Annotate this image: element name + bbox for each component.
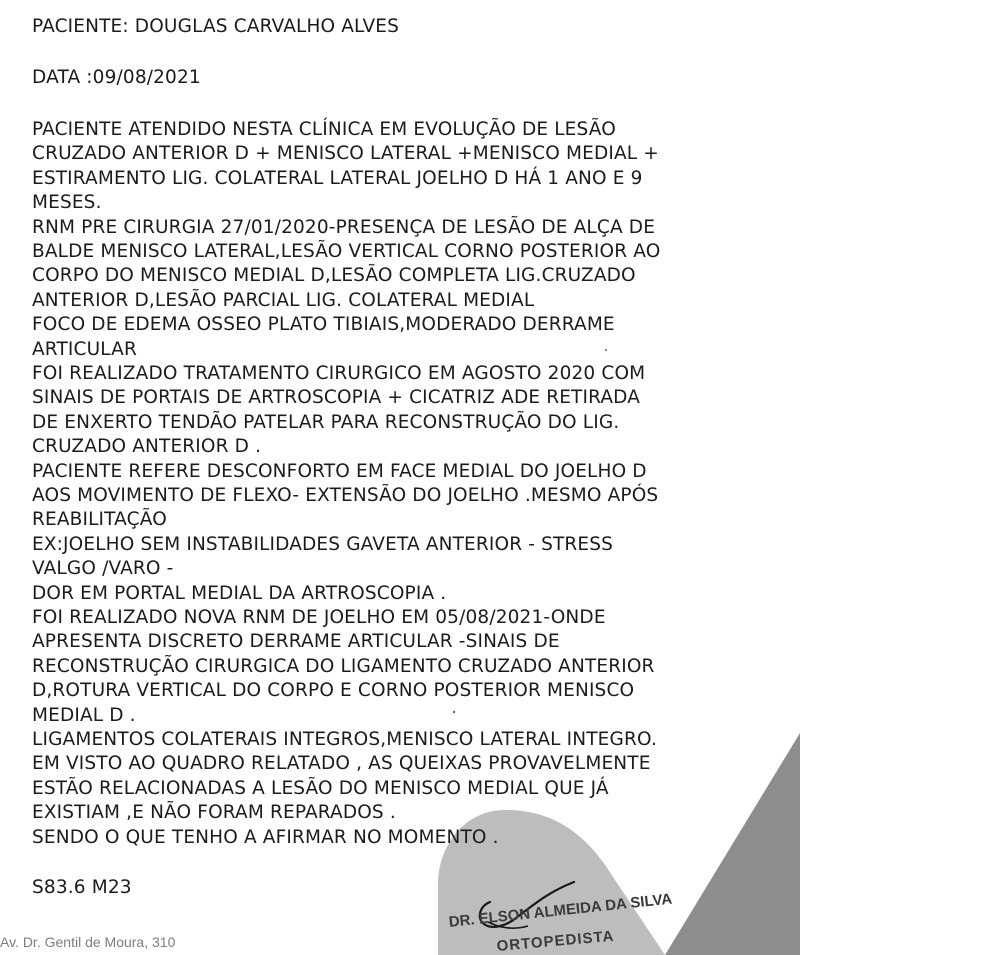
report-body-line: ESTÃO RELACIONADAS A LESÃO DO MENISCO MEDIAL QUE JÁ	[32, 777, 609, 799]
report-body-line: REABILITAÇÃO	[32, 509, 167, 531]
report-body-line: ESTIRAMENTO LIG. COLATERAL LATERAL JOELHO D HÁ 1 ANO E 9	[32, 167, 643, 189]
doctor-stamp-name: DR. ELSON ALMEIDA DA SILVA	[448, 890, 674, 931]
report-body-line: RNM PRE CIRURGIA 27/01/2020-PRESENÇA DE LESÃO DE ALÇA DE	[32, 216, 656, 238]
report-body-line: EX:JOELHO SEM INSTABILIDADES GAVETA ANTERIOR - STRESS	[32, 533, 614, 555]
report-body-line: CORPO DO MENISCO MEDIAL D,LESÃO COMPLETA LIG.CRUZADO	[32, 265, 636, 287]
report-body-line: ANTERIOR D,LESÃO PARCIAL LIG. COLATERAL MEDIAL	[32, 289, 535, 311]
report-body-line: APRESENTA DISCRETO DERRAME ARTICULAR -SINAIS DE	[32, 631, 560, 653]
report-body-line: PACIENTE REFERE DESCONFORTO EM FACE MEDIAL DO JOELHO D	[32, 460, 647, 482]
report-body-line: SINAIS DE PORTAIS DE ARTROSCOPIA + CICATRIZ ADE RETIRADA	[32, 387, 641, 409]
report-body-line: AOS MOVIMENTO DE FLEXO- EXTENSÃO DO JOELHO .MESMO APÓS	[32, 485, 659, 506]
report-body-line: MESES.	[32, 192, 102, 214]
report-body-line: VALGO /VARO -	[32, 558, 174, 580]
report-body-line: FOCO DE EDEMA OSSEO PLATO TIBIAIS,MODERADO DERRAME	[32, 314, 615, 336]
clinic-address: Av. Dr. Gentil de Moura, 310	[0, 934, 176, 950]
report-body-line: SENDO O QUE TENHO A AFIRMAR NO MOMENTO .	[32, 826, 499, 848]
report-body-line: DOR EM PORTAL MEDIAL DA ARTROSCOPIA .	[32, 582, 447, 604]
scan-speck	[451, 709, 457, 715]
report-body-line: LIGAMENTOS COLATERAIS INTEGROS,MENISCO LATERAL INTEGRO.	[32, 729, 658, 750]
report-body-line: CRUZADO ANTERIOR D + MENISCO LATERAL +MENISCO MEDIAL +	[32, 143, 659, 165]
report-body-line: BALDE MENISCO LATERAL,LESÃO VERTICAL CORNO POSTERIOR AO	[32, 241, 661, 262]
diagnosis-codes: S83.6 M23	[32, 877, 132, 898]
report-body-line: FOI REALIZADO TRATAMENTO CIRURGICO EM AGOSTO 2020 COM	[32, 363, 646, 384]
report-body-line: CRUZADO ANTERIOR D .	[32, 436, 262, 458]
scan-speck	[603, 347, 609, 353]
report-body-line: EXISTIAM ,E NÃO FORAM REPARADOS .	[32, 802, 396, 824]
report-date-line: DATA :09/08/2021	[32, 67, 201, 88]
report-body-line: EM VISTO AO QUADRO RELATADO , AS QUEIXAS PROVAVELMENTE	[32, 753, 651, 775]
report-body-line: ARTICULAR	[32, 338, 137, 360]
report-body-line: PACIENTE ATENDIDO NESTA CLÍNICA EM EVOLUÇÃO DE LESÃO	[32, 119, 616, 140]
report-body-line: RECONSTRUÇÃO CIRURGICA DO LIGAMENTO CRUZADO ANTERIOR	[32, 655, 655, 677]
watermark-dark-shape	[665, 733, 800, 955]
patient-name-line: PACIENTE: DOUGLAS CARVALHO ALVES	[32, 16, 400, 37]
doctor-stamp-specialty: ORTOPEDISTA	[496, 927, 616, 955]
report-body-line: MEDIAL D .	[32, 704, 136, 726]
report-body-line: DE ENXERTO TENDÃO PATELAR PARA RECONSTRUÇÃO DO LIG.	[32, 411, 620, 433]
report-body-line: FOI REALIZADO NOVA RNM DE JOELHO EM 05/08/2021-ONDE	[32, 607, 606, 628]
report-body-line: D,ROTURA VERTICAL DO CORPO E CORNO POSTERIOR MENISCO	[32, 680, 635, 702]
